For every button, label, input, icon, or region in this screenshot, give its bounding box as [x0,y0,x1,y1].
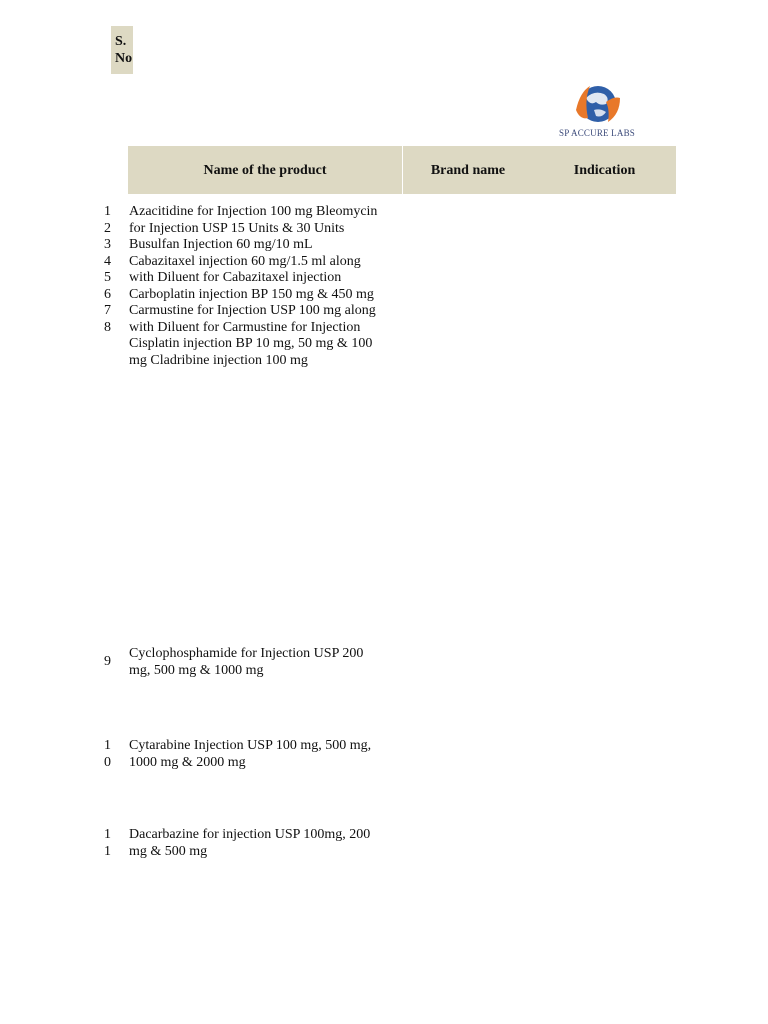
row-number: 7 [104,303,111,318]
product-name-9 [129,646,385,679]
table-header [128,146,676,194]
globe-with-hands-icon [552,80,642,128]
product-line: Busulfan Injection 60 mg/10 mL [129,237,313,252]
product-name-10 [129,738,385,771]
column-header-indication: Indication [573,163,636,178]
row-number: 1 [104,204,111,219]
row-number: 3 [104,237,111,252]
product-line: Dacarbazine for injection USP 100mg, 200 [129,827,371,842]
product-line: Azacitidine for Injection 100 mg Bleomycin [129,204,378,219]
row-number: 0 [104,754,111,770]
row-number: 1 [104,827,111,842]
product-line: Cytarabine Injection USP 100 mg, 500 mg, [129,738,372,753]
product-line: Carmustine for Injection USP 100 mg along [129,303,376,318]
row-number: 5 [104,270,111,285]
product-line: Cisplatin injection BP 10 mg, 50 mg & 100 [129,336,373,351]
product-line: mg & 500 mg [129,843,208,859]
product-line: Carboplatin injection BP 150 mg & 450 mg [129,286,374,302]
row-numbers-11 [104,827,116,860]
product-line: mg Cladribine injection 100 mg [129,352,308,368]
row-number: 4 [104,253,111,269]
logo-caption: SP ACCURE LABS [559,128,635,138]
row-number: 9 [104,654,111,669]
column-header-brand: Brand name [430,163,506,178]
row-number: 1 [104,843,111,859]
sno-header-line-1: S. [115,34,127,49]
row-numbers-9 [104,654,116,671]
row-numbers-group-1 [104,204,116,336]
product-names-group-1 [129,204,385,369]
product-name-11 [129,827,385,860]
company-logo [552,80,642,142]
product-line: with Diluent for Carmustine for Injection [129,319,361,335]
column-header-name: Name of the product [203,163,327,178]
row-number: 2 [104,220,111,236]
product-line: mg, 500 mg & 1000 mg [129,662,264,678]
row-numbers-10 [104,738,116,771]
product-line: for Injection USP 15 Units & 30 Units [129,220,345,236]
product-line: Cabazitaxel injection 60 mg/1.5 ml along [129,253,361,269]
sno-header-line-2: No [115,51,133,66]
product-line: with Diluent for Cabazitaxel injection [129,270,342,285]
product-line: Cyclophosphamide for Injection USP 200 [129,646,364,661]
row-number: 8 [104,319,111,335]
sno-header [111,26,133,74]
row-number: 1 [104,738,111,753]
row-number: 6 [104,286,111,302]
product-line: 1000 mg & 2000 mg [129,754,246,770]
